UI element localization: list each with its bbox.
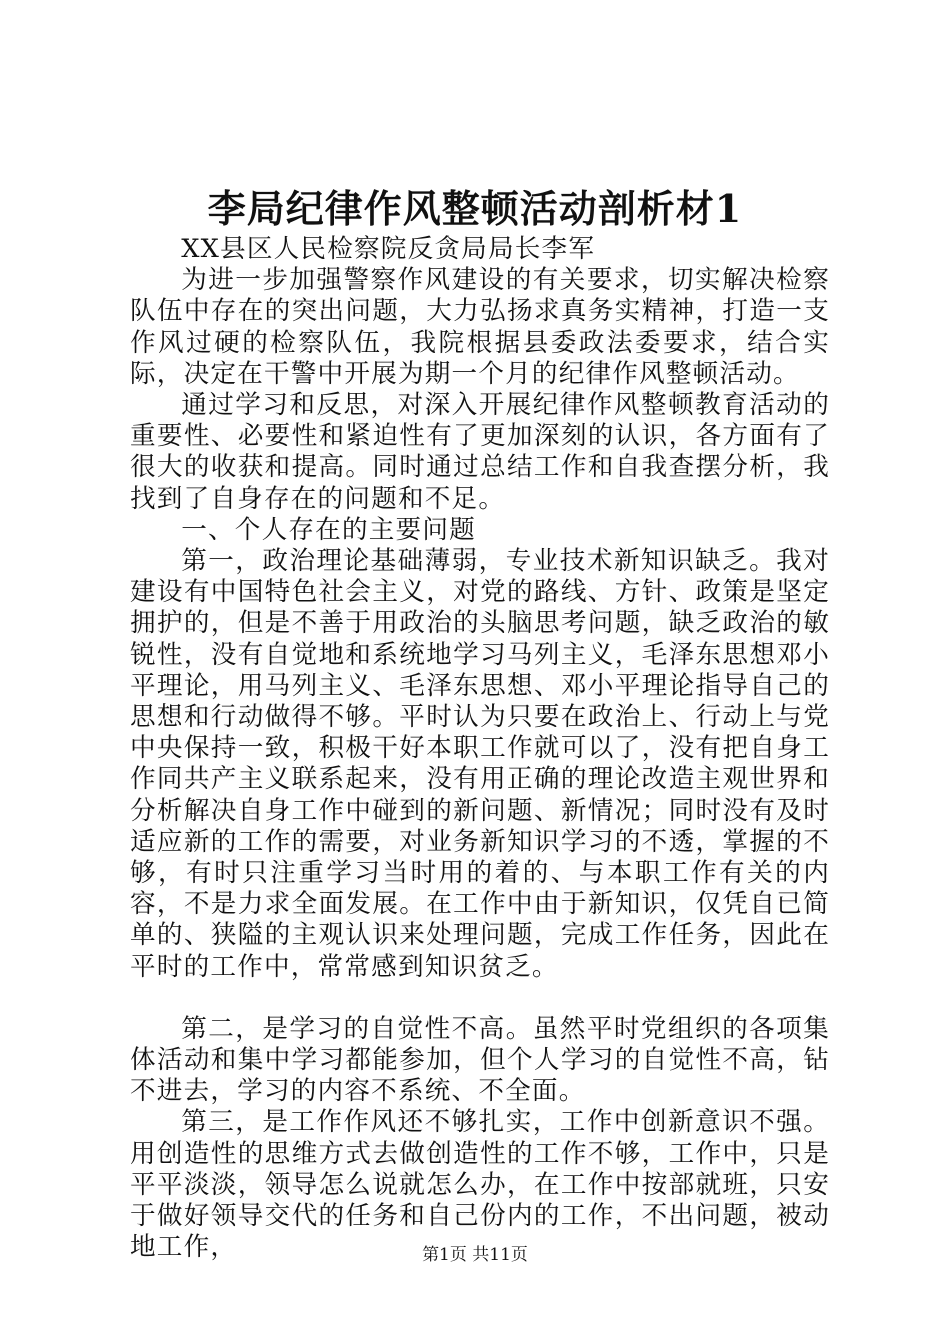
paragraph-point-2: 第二，是学习的自觉性不高。虽然平时党组织的各项集体活动和集中学习都能参加，但个人学习的自觉性不高，钻不进去，学习的内容不系统、不全面。 [130, 1013, 830, 1107]
paragraph-reflection: 通过学习和反思，对深入开展纪律作风整顿教育活动的重要性、必要性和紧迫性有了更加深刻的认识，各方面有了很大的收获和提高。同时通过总结工作和自我查摆分析，我找到了自身存在的问题和不足。 [130, 390, 830, 514]
page-footer: 第1页 共11页 [422, 1245, 528, 1265]
paragraph-intro: 为进一步加强警察作风建设的有关要求，切实解决检察队伍中存在的突出问题，大力弘扬求真务实精神，打造一支作风过硬的检察队伍，我院根据县委政法委要求，结合实际，决定在干警中开展为期一个月的纪律作风整顿活动。 [130, 265, 830, 389]
author-line: XX县区人民检察院反贪局局长李军 [181, 234, 596, 264]
document-title: 李局纪律作风整顿活动剖析材1 [207, 186, 743, 231]
section-heading: 一、个人存在的主要问题 [181, 514, 476, 545]
paragraph-point-1: 第一，政治理论基础薄弱，专业技术新知识缺乏。我对建设有中国特色社会主义，对党的路线、方针、政策是坚定拥护的，但是不善于用政治的头脑思考问题，缺乏政治的敏锐性，没有自觉地和系统地学习马列主义，毛泽东思想邓小平理论，用马列主义、毛泽东思想、邓小平理论指导自己的思想和行动做得不够。平时认为只要在政治上、行动上与党中央保持一致，积极干好本职工作就可以了，没有把自身工作同共产主义联系起来，没有用正确的理论改造主观世界和分析解决自身工作中碰到的新问题、新情况；同时没有及时适应新的工作的需要，对业务新知识学习的不透，掌握的不够，有时只注重学习当时用的着的、与本职工作有关的内容，不是力求全面发展。在工作中由于新知识，仅凭自已简单的、狭隘的主观认识来处理问题，完成工作任务，因此在平时的工作中，常常感到知识贫乏。 [130, 546, 830, 982]
paragraph-point-3: 第三，是工作作风还不够扎实，工作中创新意识不强。用创造性的思维方式去做创造性的工作不够，工作中，只是平平淡淡，领导怎么说就怎么办，在工作中按部就班，只安于做好领导交代的任务和自己份内的工作，不出问题，被动地工作， [130, 1107, 830, 1263]
document-body [130, 234, 830, 1264]
